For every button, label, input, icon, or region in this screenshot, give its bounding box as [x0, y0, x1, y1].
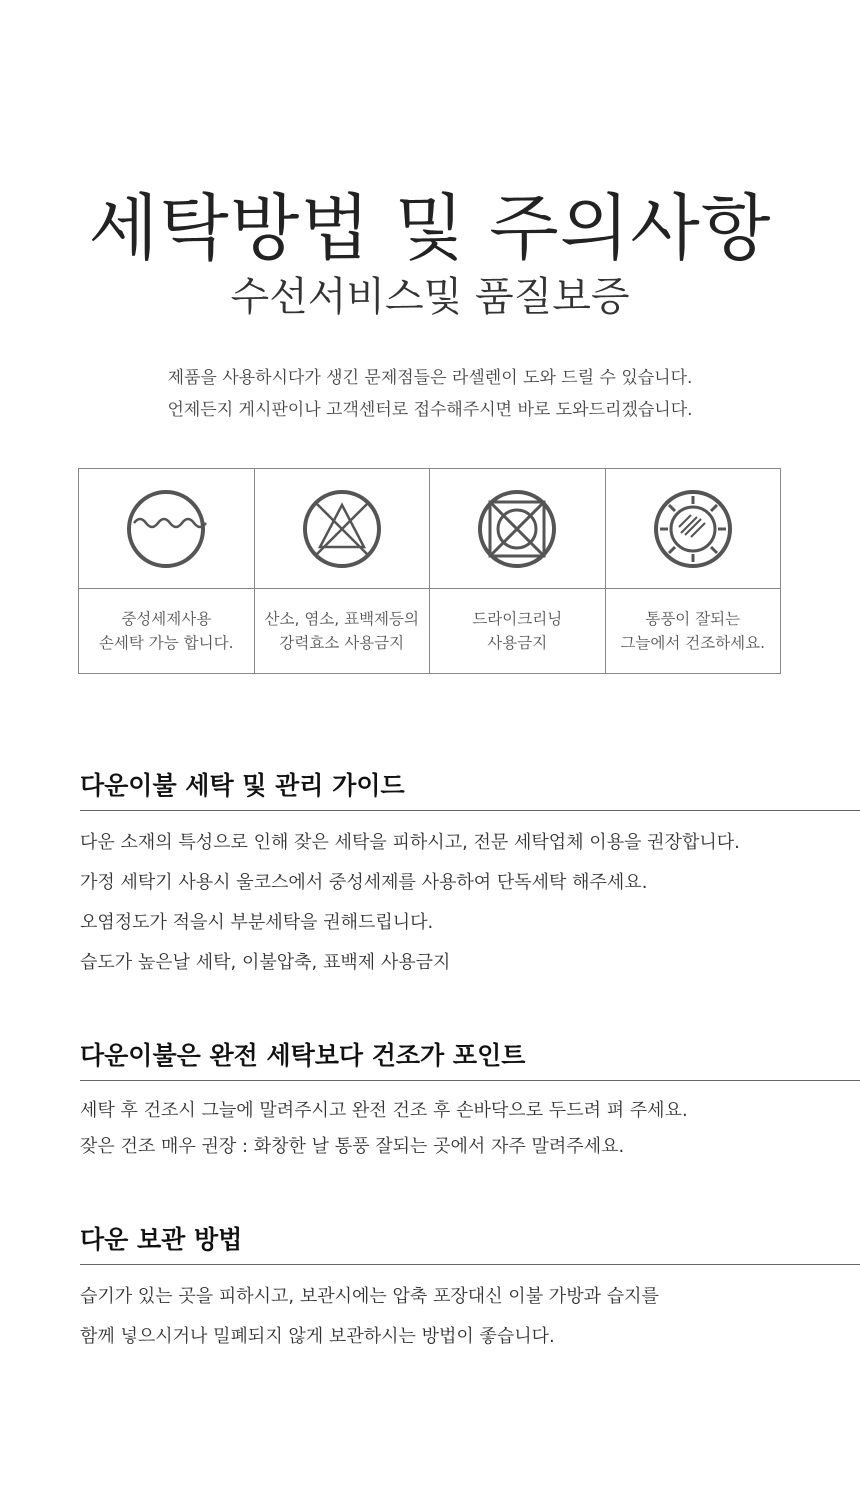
care-label: 산소, 염소, 표백제등의: [264, 610, 419, 628]
section-heading: 다운이불은 완전 세탁보다 건조가 포인트: [80, 1041, 526, 1070]
section-divider: [80, 1080, 860, 1081]
care-cell: [430, 469, 606, 673]
intro-text: [0, 362, 860, 426]
section-washing-guide: [80, 766, 860, 983]
section-divider: [80, 810, 860, 811]
section-heading: 다운 보관 방법: [80, 1225, 243, 1254]
care-cell: [255, 469, 431, 673]
guide-line: 습도가 높은날 세탁, 이불압축, 표백제 사용금지: [80, 952, 451, 973]
guide-line: 오염정도가 적을시 부분세탁을 권해드립니다.: [80, 912, 434, 933]
section-drying-point: [80, 1036, 860, 1165]
section-heading: 다운이불 세탁 및 관리 가이드: [80, 771, 405, 800]
care-label: 중성세제사용: [121, 610, 212, 628]
guide-line: 습기가 있는 곳을 피하시고, 보관시에는 압축 포장대신 이불 가방과 습지를: [80, 1286, 659, 1307]
intro-line: 언제든지 게시판이나 고객센터로 접수해주시면 바로 도와드리겠습니다.: [167, 400, 693, 420]
guide-line: 가정 세탁기 사용시 울코스에서 중성세제를 사용하여 단독세탁 해주세요.: [80, 872, 648, 893]
care-label: 그늘에서 건조하세요.: [620, 634, 766, 652]
guide-line: 세탁 후 건조시 그늘에 말려주시고 완전 건조 후 손바닥으로 두드려 펴 주세요.: [80, 1100, 688, 1121]
shade-dry-icon: [651, 487, 735, 571]
care-label: 강력효소 사용금지: [279, 634, 405, 652]
page-subtitle: 수선서비스및 품질보증: [230, 274, 630, 320]
care-cell: [79, 469, 255, 673]
hand-wash-icon: [124, 487, 208, 571]
care-label: 손세탁 가능 합니다.: [98, 634, 234, 652]
care-label: 드라이크리닝: [472, 610, 563, 628]
guide-line: 함께 넣으시거나 밀폐되지 않게 보관하시는 방법이 좋습니다.: [80, 1326, 555, 1347]
guide-line: 다운 소재의 특성으로 인해 잦은 세탁을 피하시고, 전문 세탁업체 이용을 권장합니다.: [80, 832, 740, 853]
no-tumble-dry-icon: [475, 487, 559, 571]
section-storage: [80, 1220, 860, 1357]
section-divider: [80, 1264, 860, 1265]
care-label: 통풍이 잘되는: [645, 610, 741, 628]
no-bleach-icon: [300, 487, 384, 571]
care-symbol-table: [78, 468, 781, 674]
care-cell: [606, 469, 781, 673]
guide-line: 잦은 건조 매우 권장 : 화창한 날 통풍 잘되는 곳에서 자주 말려주세요.: [80, 1136, 625, 1157]
page-title: 세탁방법 및 주의사항: [88, 186, 772, 270]
care-label: 사용금지: [487, 634, 548, 652]
intro-line: 제품을 사용하시다가 생긴 문제점들은 라셀렌이 도와 드릴 수 있습니다.: [167, 368, 693, 388]
